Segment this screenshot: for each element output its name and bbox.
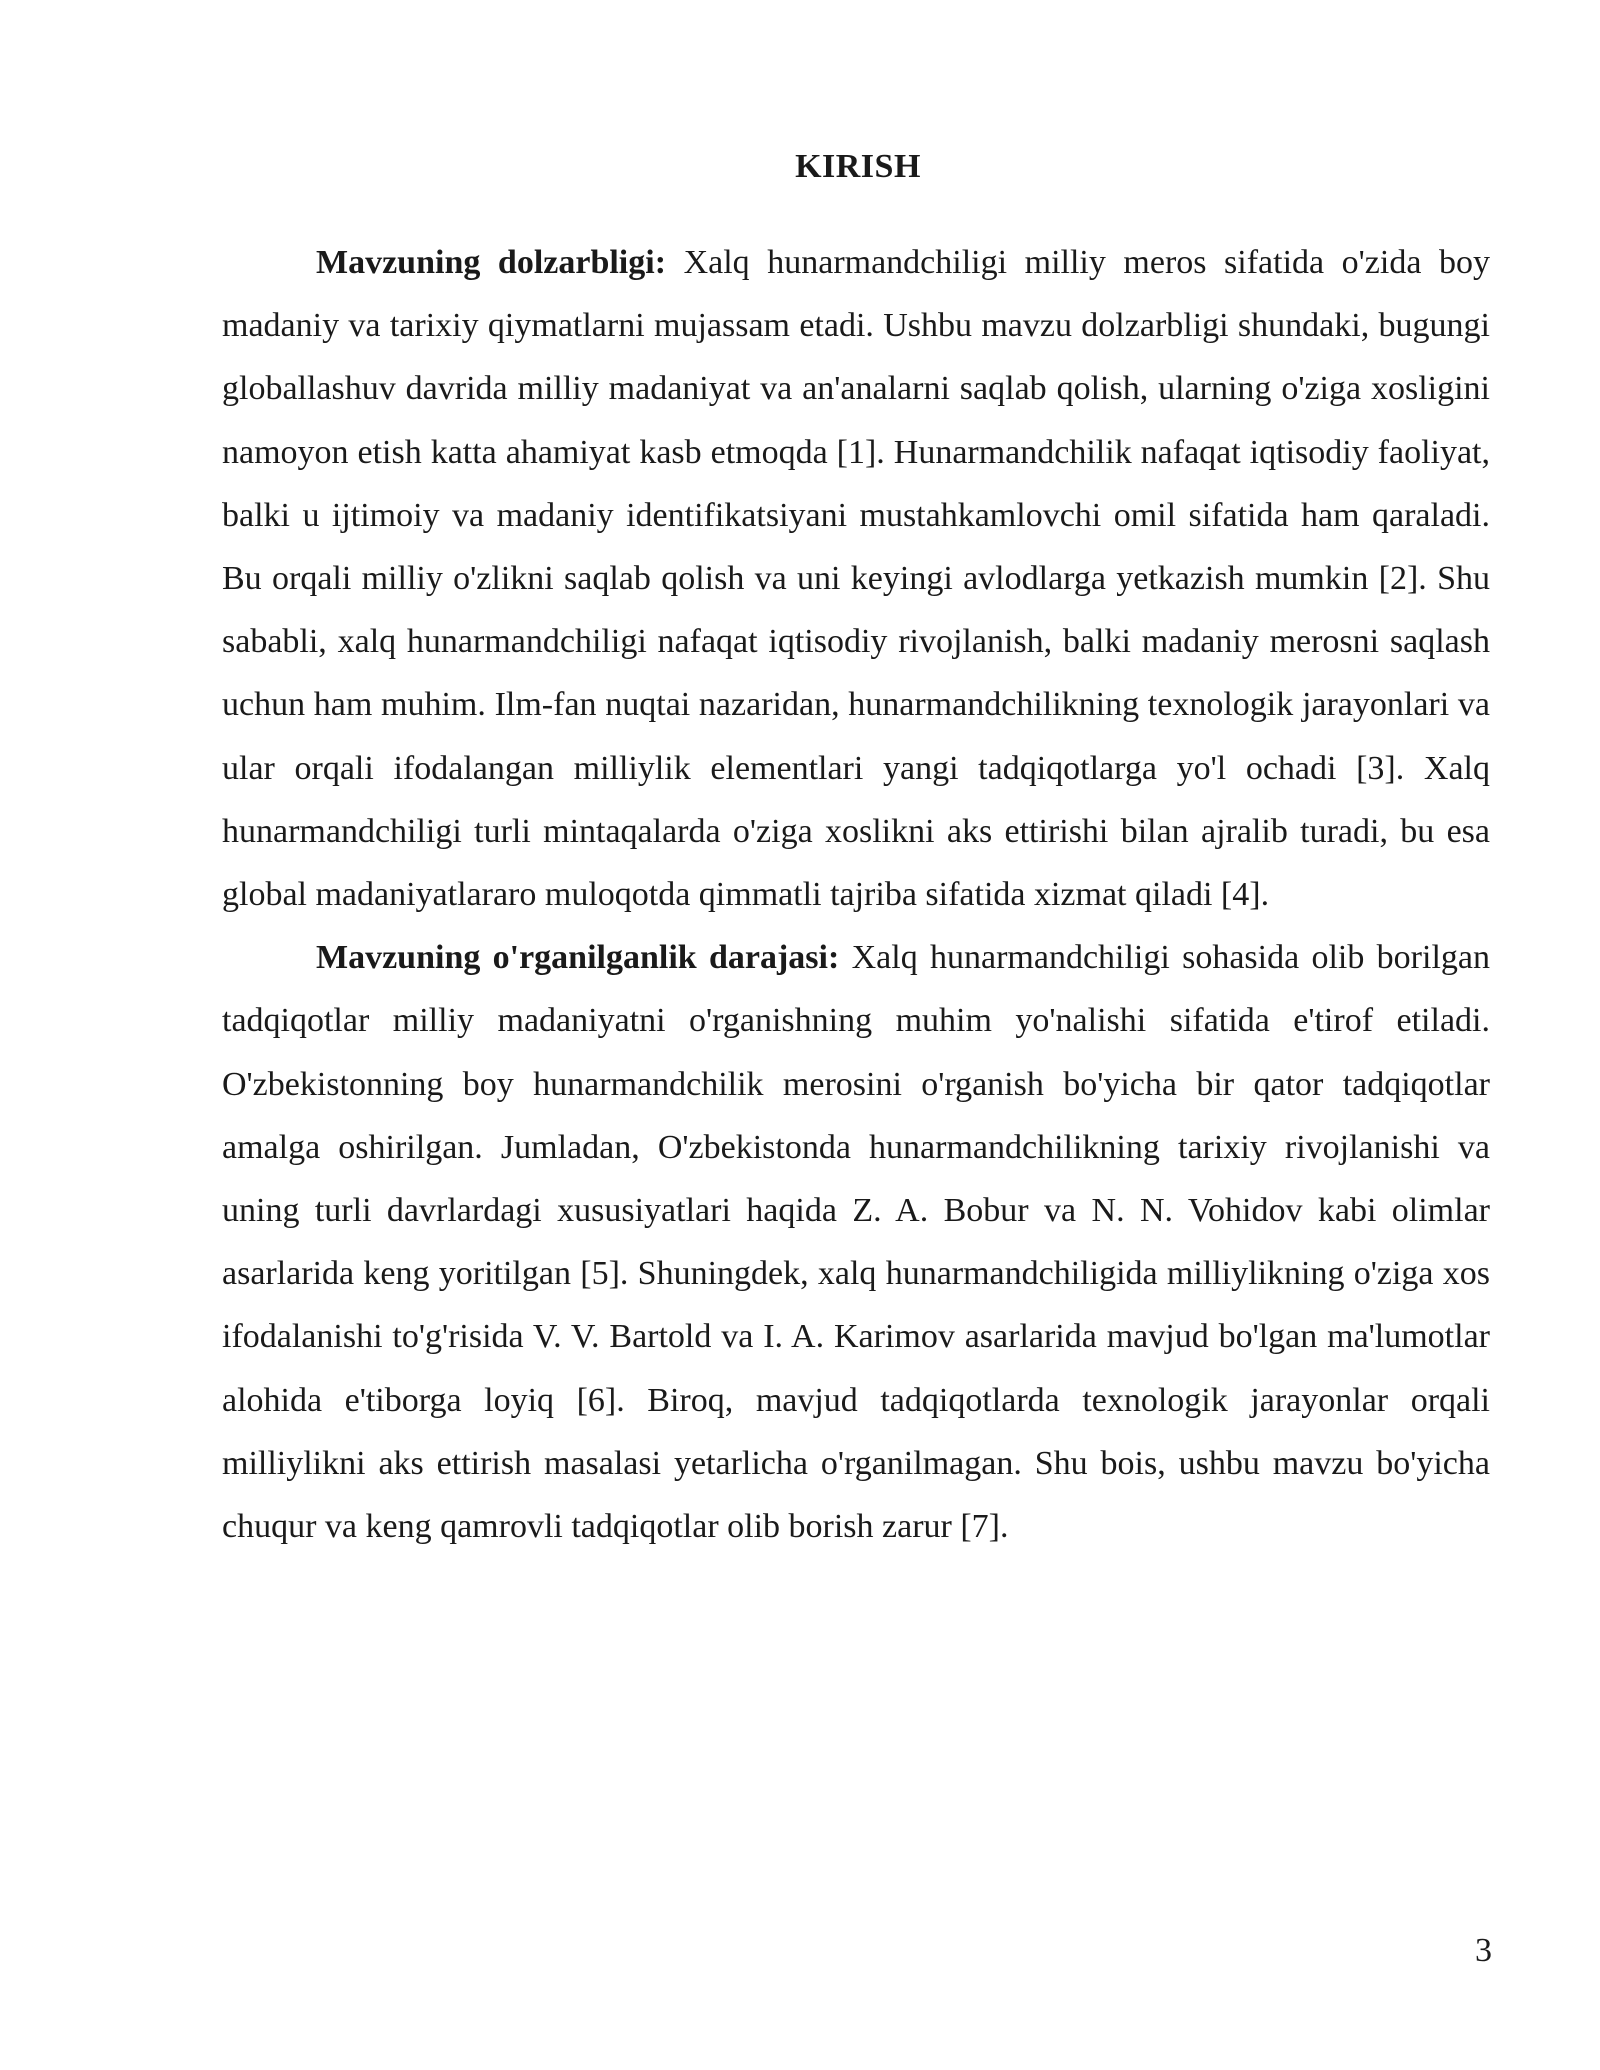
section-heading: KIRISH xyxy=(795,148,921,185)
page-number: 3 xyxy=(1475,1932,1492,1969)
paragraph-lead-study-level: Mavzuning o'rganilganlik darajasi: xyxy=(316,939,840,977)
body-text xyxy=(222,231,1490,1558)
paragraph-study-level xyxy=(222,926,1490,1558)
paragraph-body-relevance: Xalq hunarmandchiligi milliy meros sifatida o'zida boy madaniy va tarixiy qiymatlarni mujassam etadi. Ushbu mavzu dolzarbligi shundaki, bugungi globallashuv davrida milliy madaniyat va an'analarni saqlab qolish, ularning o'ziga xosligini namoyon etish katta ahamiyat kasb etmoqda [1]. Hunarmandchilik nafaqat iqtisodiy faoliyat, balki u ijtimoiy va madaniy identifikatsiyani mustahkamlovchi omil sifatida ham qaraladi. Bu orqali milliy o'zlikni saqlab qolish va uni keyingi avlodlarga yetkazish mumkin [2]. Shu sababli, xalq hunarmandchiligi nafaqat iqtisodiy rivojlanish, balki madaniy merosni saqlash uchun ham muhim. Ilm-fan nuqtai nazaridan, hunarmandchilikning texnologik jarayonlari va ular orqali ifodalangan milliylik elementlari yangi tadqiqotlarga yo'l ochadi [3]. Xalq hunarmandchiligi turli mintaqalarda o'ziga xoslikni aks ettirishi bilan ajralib turadi, bu esa global madaniyatlararo muloqotda qimmatli tajriba sifatida xizmat qiladi [4]. xyxy=(222,244,1490,914)
paragraph-lead-relevance: Mavzuning dolzarbligi: xyxy=(316,244,667,281)
paragraph-relevance xyxy=(222,231,1490,926)
paragraph-body-study-level: Xalq hunarmandchiligi sohasida olib borilgan tadqiqotlar milliy madaniyatni o'rganishning muhim yo'nalishi sifatida e'tirof etiladi. O'zbekistonning boy hunarmandchilik merosini o'rganish bo'yicha bir qator tadqiqotlar amalga oshirilgan. Jumladan, O'zbekistonda hunarmandchilikning tarixiy rivojlanishi va uning turli davrlardagi xususiyatlari haqida Z. A. Bobur va N. N. Vohidov kabi olimlar asarlarida keng yoritilgan [5]. Shuningdek, xalq hunarmandchiligida milliylikning o'ziga xos ifodalanishi to'g'risida V. V. Bartold va I. A. Karimov asarlarida mavjud bo'lgan ma'lumotlar alohida e'tiborga loyiq [6]. Biroq, mavjud tadqiqotlarda texnologik jarayonlar orqali milliylikni aks ettirish masalasi yetarlicha o'rganilmagan. Shu bois, ushbu mavzu bo'yicha chuqur va keng qamrovli tadqiqotlar olib borish zarur [7]. xyxy=(222,939,1490,1546)
